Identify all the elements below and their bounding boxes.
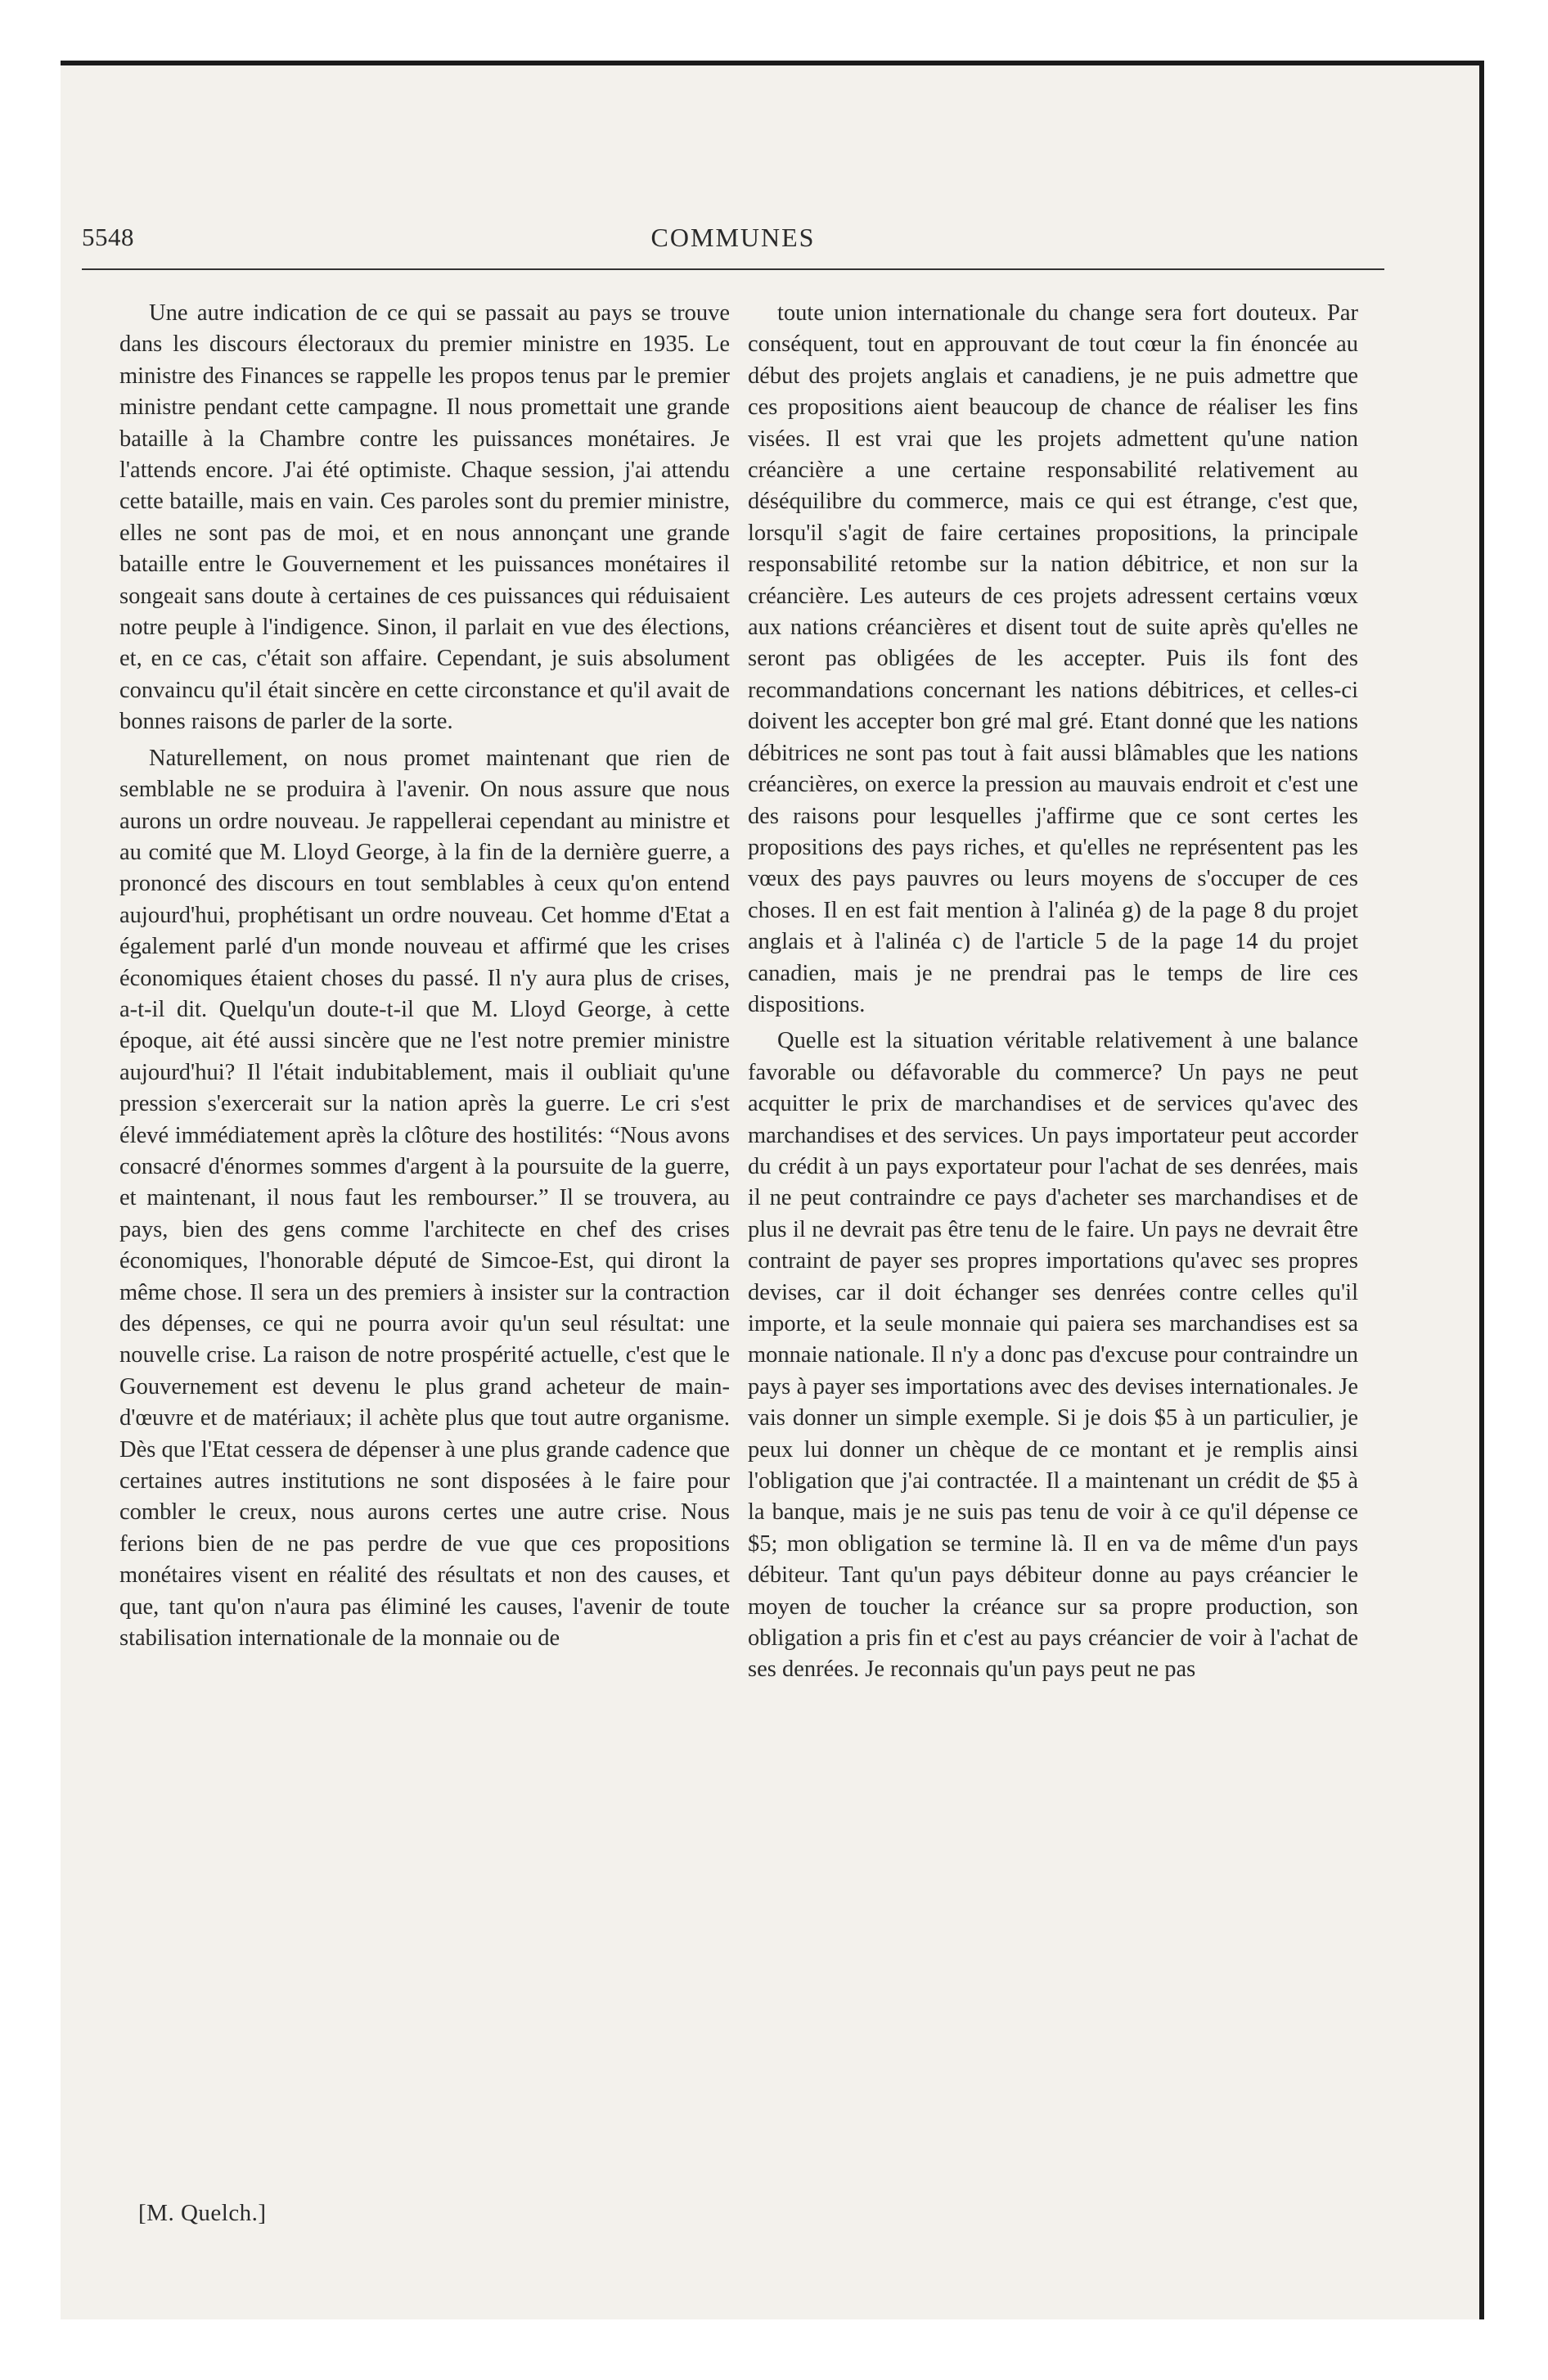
document-page bbox=[62, 62, 1483, 2318]
paragraph: toute union internationale du change sera fort douteux. Par conséquent, tout en approuvant de tout cœur la fin énoncée au début des projets anglais et canadiens, je ne puis admettre que ces propositions aient beaucoup de chance de réaliser les fins visées. Il est vrai que les projets admettent qu'une nation créancière a une certaine responsabilité relativement au déséquilibre du commerce, mais ce qui est étrange, c'est que, lorsqu'il s'agit de faire certaines propositions, la principale responsabilité retombe sur la nation débitrice, et non sur la créancière. Les auteurs de ces projets adressent certains vœux aux nations créancières et disent tout de suite après qu'elles ne seront pas obligées de les accepter. Puis ils font des recommandations concernant les nations débitrices, et celles-ci doivent les accepter bon gré mal gré. Etant donné que les nations débitrices ne sont pas tout à fait aussi blâmables que les nations créancières, on exerce la pression au mauvais endroit et c'est une des raisons pour lesquelles j'affirme que ce sont certes les propositions des pays riches, et qu'elles ne représentent pas les vœux des pays pauvres ou leurs moyens de s'occuper de ces choses. Il en est fait mention à l'alinéa g) de la page 8 du projet anglais et à l'alinéa c) de l'article 5 de la page 14 du projet canadien, mais je ne prendrai pas le temps de lire ces dispositions. bbox=[748, 300, 1358, 1017]
page-header bbox=[82, 223, 1384, 255]
speaker-attribution: [M. Quelch.] bbox=[138, 2200, 267, 2226]
running-head: COMMUNES bbox=[650, 223, 816, 252]
paragraph: Une autre indication de ce qui se passait au pays se trouve dans les discours électoraux du premier ministre en 1935. Le ministre des Finances se rappelle les propos tenus par le premier ministre pendant cette campagne. Il nous promettait une grande bataille à la Chambre contre les puissances monétaires. Je l'attends encore. J'ai été optimiste. Chaque session, j'ai attendu cette bataille, mais en vain. Ces paroles sont du premier ministre, elles ne sont pas de moi, et en nous annonçant une grande bataille entre le Gouvernement et les puissances monétaires il songeait sans doute à certaines de ces puissances qui réduisaient notre peuple à l'indigence. Sinon, il parlait en vue des élections, et, en ce cas, c'était son affaire. Cependant, je suis absolument convaincu qu'il était sincère en cette circonstance et qu'il avait de bonnes raisons de parler de la sorte. bbox=[119, 300, 730, 735]
paragraph: Quelle est la situation véritable relativement à une balance favorable ou défavorable du commerce? Un pays ne peut acquitter le prix de marchandises et de services qu'avec des marchandises et des services. Un pays importateur peut accorder du crédit à un pays exportateur pour l'achat de ses denrées, mais il ne peut contraindre ce pays d'acheter ses marchandises et de plus il ne devrait pas être tenu de le faire. Un pays ne devrait être contraint de payer ses propres importations qu'avec ses propres devises, car il doit échanger ses denrées contre celles qu'il importe, et la seule monnaie qui paiera ses marchandises est sa monnaie nationale. Il n'y a donc pas d'excuse pour contraindre un pays à payer ses importations avec des devises internationales. Je vais donner un simple exemple. Si je dois $5 à un particulier, je peux lui donner un chèque de ce montant et je remplis ainsi l'obligation que j'ai contractée. Il a maintenant un crédit de $5 à la banque, mais je ne suis pas tenu de voir à ce qu'il dépense ce $5; mon obligation se termine là. Il en va de même d'un pays débiteur. Tant qu'un pays débiteur donne au pays créancier le moyen de toucher la créance sur sa propre production, son obligation a pris fin et c'est au pays créancier de voir à l'achat de ses denrées. Je reconnais qu'un pays peut ne pas bbox=[748, 1028, 1358, 1683]
page-number: 5548 bbox=[82, 223, 134, 251]
header-rule bbox=[82, 268, 1384, 270]
left-column bbox=[119, 298, 730, 1654]
right-column bbox=[748, 298, 1358, 1686]
paragraph: Naturellement, on nous promet maintenant que rien de semblable ne se produira à l'avenir. On nous assure que nous aurons un ordre nouveau. Je rappellerai cependant au ministre et au comité que M. Lloyd George, à la fin de la dernière guerre, a prononcé des discours en tout semblables à ceux qu'on entend aujourd'hui, prophétisant un ordre nouveau. Cet homme d'Etat a également parlé d'un monde nouveau et affirmé que les crises économiques étaient choses du passé. Il n'y aura plus de crises, a-t-il dit. Quelqu'un doute-t-il que M. Lloyd George, à cette époque, ait été aussi sincère que ne l'est notre premier ministre aujourd'hui? Il l'était indubitablement, mais il oubliait qu'une pression s'exercerait sur la nation après la guerre. Le cri s'est élevé immédiatement après la clôture des hostilités: “Nous avons consacré d'énormes sommes d'argent à la poursuite de la guerre, et maintenant, il nous faut les rembourser.” Il se trouvera, au pays, bien des gens comme l'architecte en chef des crises économiques, l'honorable député de Simcoe-Est, qui diront la même chose. Il sera un des premiers à insister sur la contraction des dépenses, ce qui ne pourra avoir qu'un seul résultat: une nouvelle crise. La raison de notre prospérité actuelle, c'est que le Gouvernement est devenu le plus grand acheteur de main-d'œuvre et de matériaux; il achète plus que tout autre organisme. Dès que l'Etat cessera de dépenser à une plus grande cadence que certaines autres institutions ne sont disposées à le faire pour combler le creux, nous aurons certes une autre crise. Nous ferions bien de ne pas perdre de vue que ces propositions monétaires visent en réalité des résultats et non des causes, et que, tant qu'on n'aura pas éliminé les causes, l'avenir de toute stabilisation internationale de la monnaie ou de bbox=[119, 745, 730, 1652]
